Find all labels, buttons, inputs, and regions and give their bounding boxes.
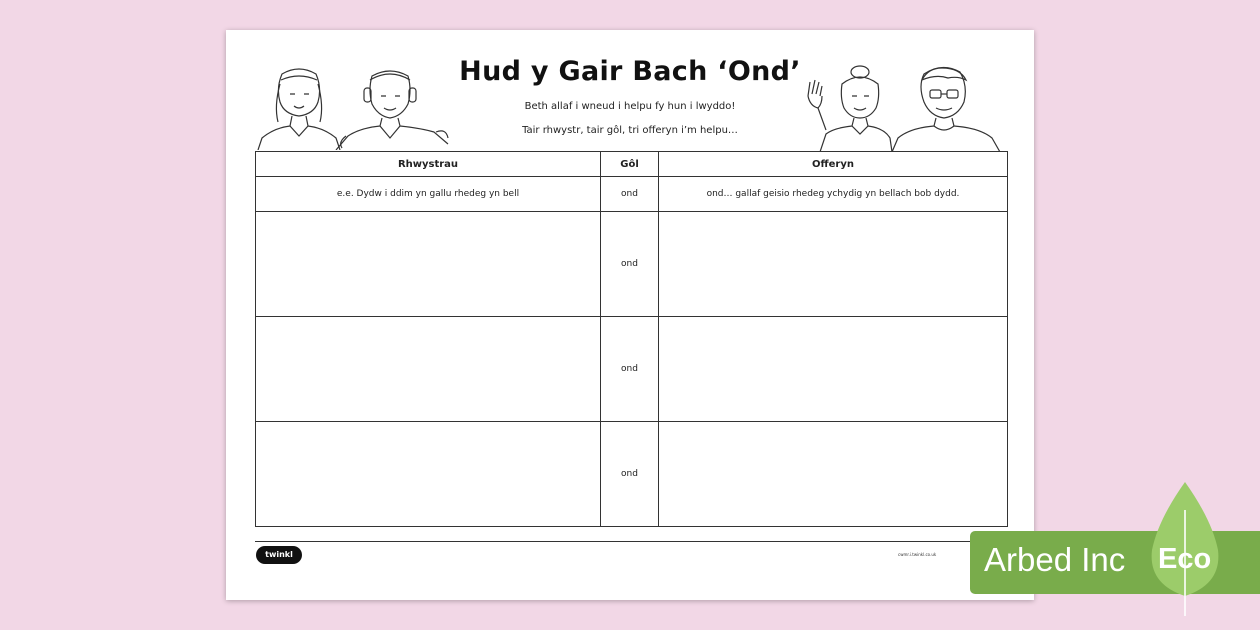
- table-cell-offeryn[interactable]: [659, 422, 1008, 527]
- table-cell-gol: ond: [601, 422, 659, 527]
- eco-badge-eco-text: Eco: [1158, 543, 1212, 575]
- footer-site-text: cwmr.i.twinkl.co.uk: [898, 552, 937, 557]
- table-cell-gol: ond: [601, 317, 659, 422]
- table-cell-offeryn[interactable]: [659, 212, 1008, 317]
- table-cell-rhwystr[interactable]: [256, 317, 601, 422]
- worksheet-subtitle-1: Beth allaf i wneud i helpu fy hun i lwyddo!: [524, 101, 736, 112]
- table-row: [256, 422, 1008, 527]
- table-cell-offeryn: ond… gallaf geisio rhedeg ychydig yn bellach bob dydd.: [659, 177, 1008, 212]
- footer-divider: [255, 541, 1007, 542]
- table-cell-offeryn[interactable]: [659, 317, 1008, 422]
- table-row: [256, 317, 1008, 422]
- column-header-gol: Gôl: [601, 152, 659, 177]
- goals-table: [255, 151, 1008, 527]
- worksheet-title: Hud y Gair Bach ‘Ond’: [459, 56, 801, 87]
- table-cell-rhwystr[interactable]: [256, 212, 601, 317]
- worksheet-subtitle-2: Tair rhwystr, tair gôl, tri offeryn i’m helpu…: [522, 125, 738, 136]
- eco-badge-label: Arbed Inc: [984, 541, 1126, 578]
- table-cell-gol: ond: [601, 177, 659, 212]
- table-row: [256, 212, 1008, 317]
- table-cell-rhwystr: e.e. Dydw i ddim yn gallu rhedeg yn bell: [256, 177, 601, 212]
- twinkl-logo: twinkl: [256, 546, 302, 564]
- column-header-rhwystrau: Rhwystrau: [256, 152, 601, 177]
- worksheet-page: [226, 30, 1034, 600]
- table-cell-gol: ond: [601, 212, 659, 317]
- column-header-offeryn: Offeryn: [659, 152, 1008, 177]
- table-header-row: [256, 152, 1008, 177]
- table-cell-rhwystr[interactable]: [256, 422, 601, 527]
- table-row-example: [256, 177, 1008, 212]
